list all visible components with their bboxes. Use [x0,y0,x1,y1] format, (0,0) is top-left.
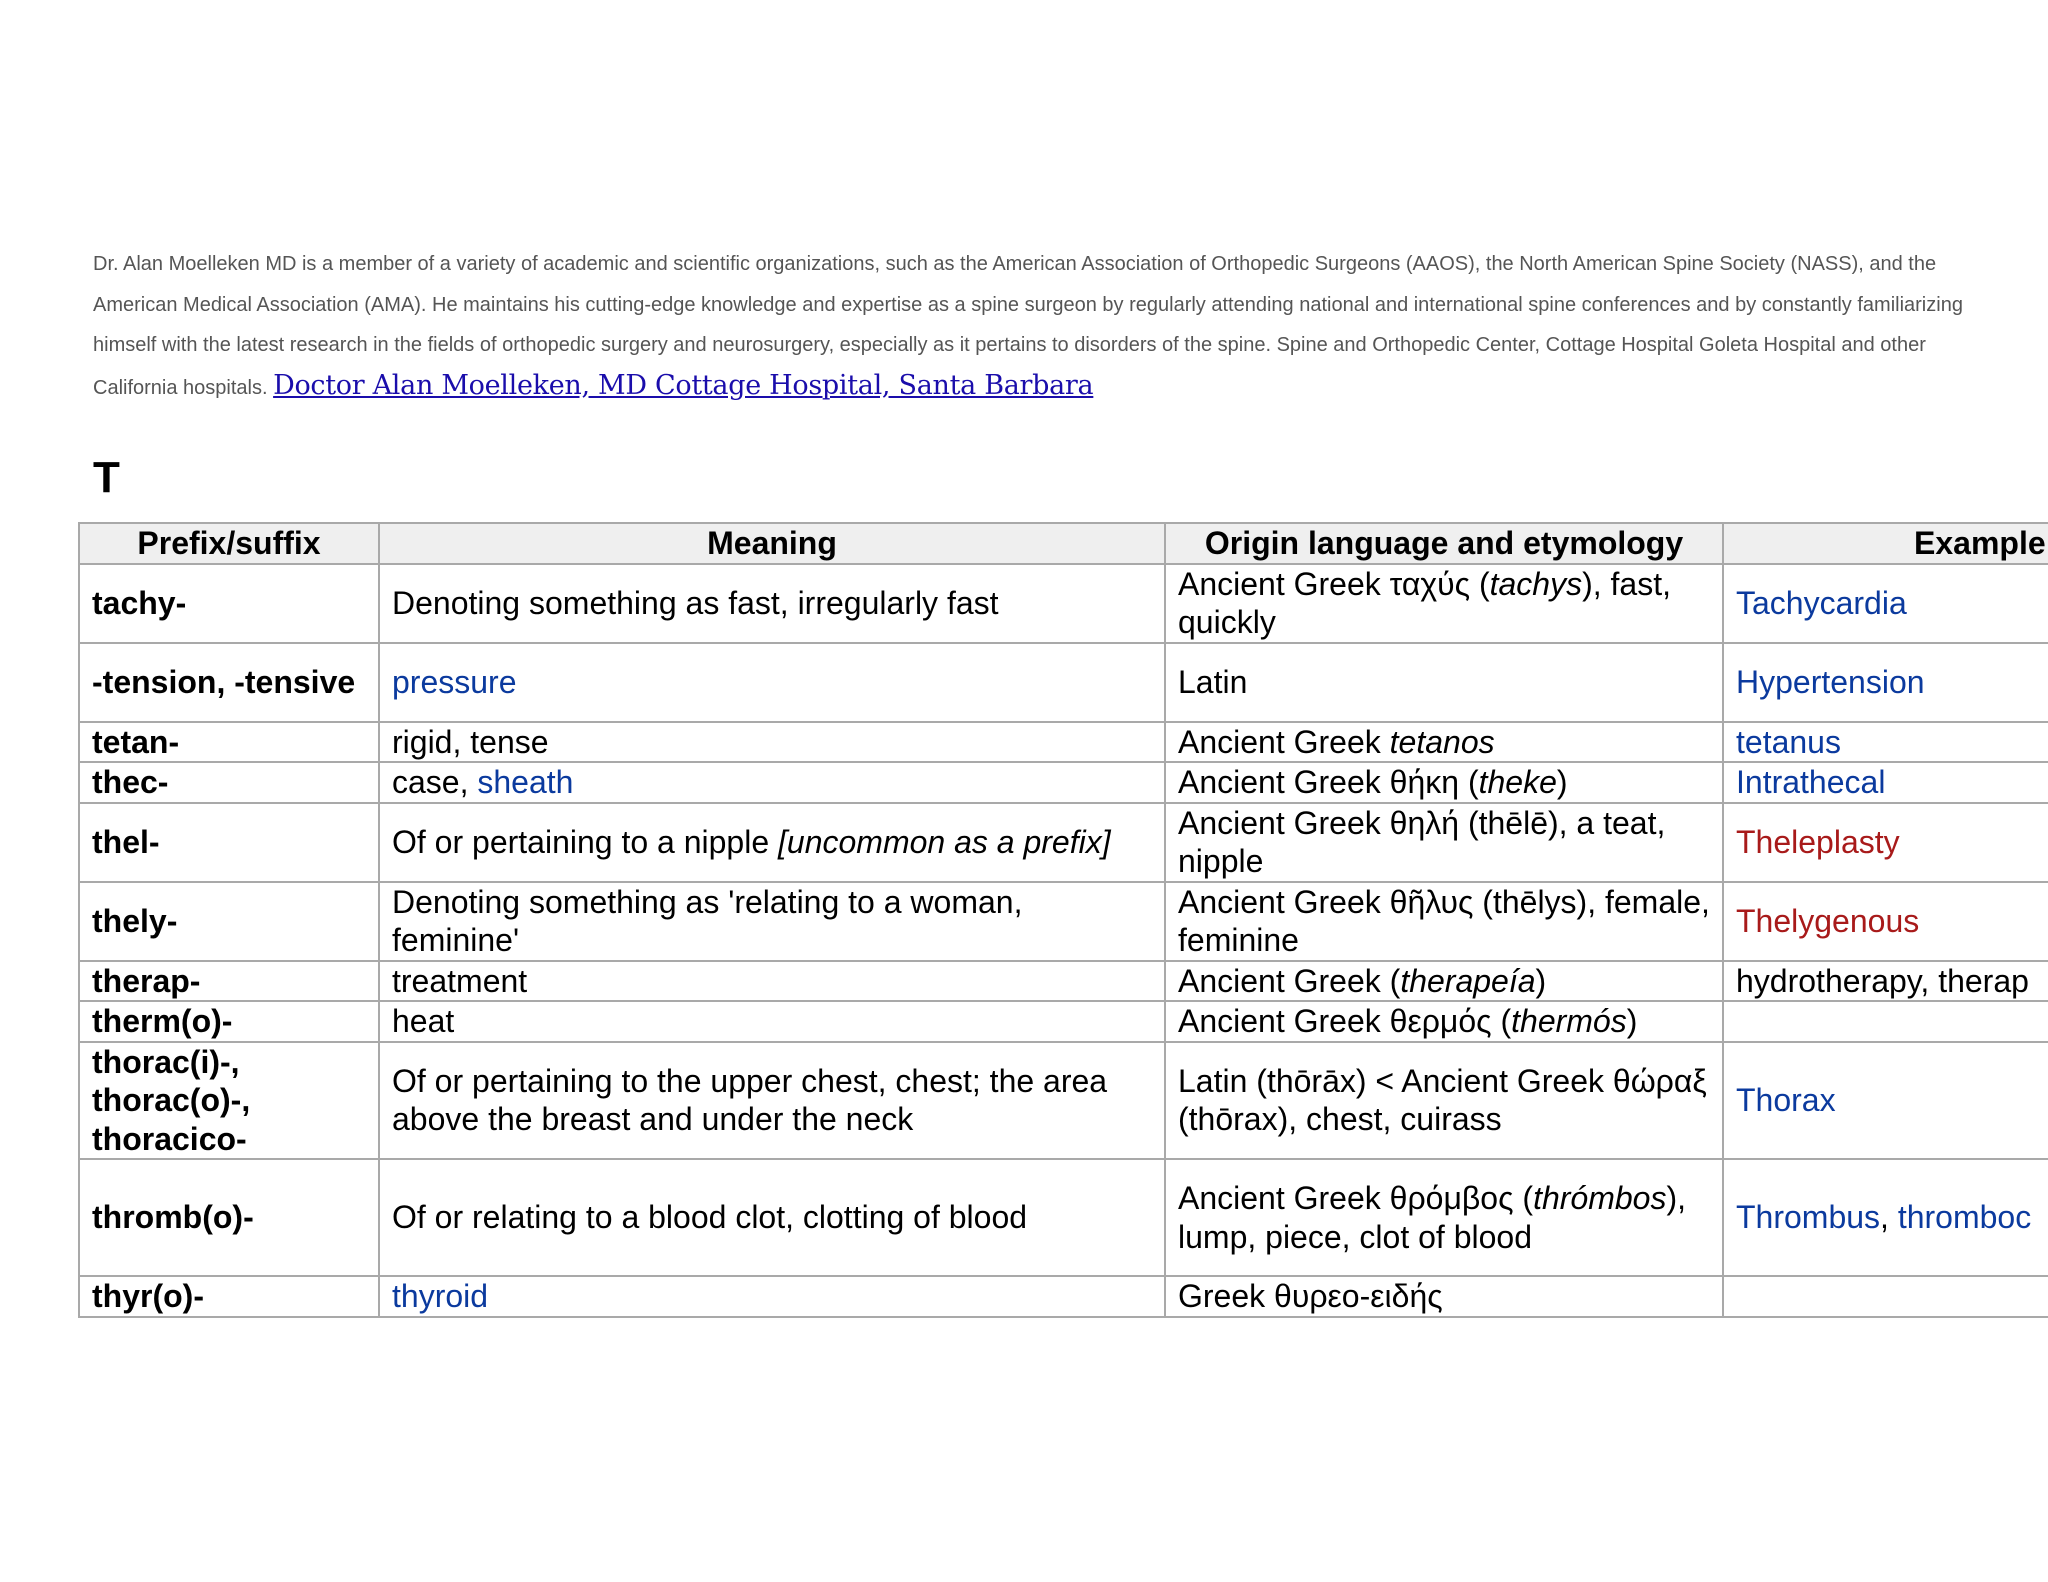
meaning-cell [379,643,1165,722]
example-cell [1723,1042,2048,1160]
example-cell [1723,564,2048,643]
doctor-profile-link[interactable]: Doctor Alan Moelleken, MD Cottage Hospital, Santa Barbara [273,369,1094,401]
example-cell [1723,1001,2048,1042]
origin-cell: Ancient Greek θῆλυς (thēlys), female, feminine [1165,882,1723,961]
origin-cell: Ancient Greek tetanos [1165,722,1723,763]
table-row [79,1042,2048,1160]
origin-cell: Ancient Greek (therapeía) [1165,961,1723,1002]
table-row [79,1276,2048,1317]
meaning-cell [379,1276,1165,1317]
origin-cell: Ancient Greek θήκη (theke) [1165,762,1723,803]
header-origin: Origin language and etymology [1165,523,1723,564]
example-link[interactable]: Tachycardia [1736,584,1907,621]
origin-cell: Ancient Greek ταχύς (tachys), fast, quickly [1165,564,1723,643]
example-cell [1723,882,2048,961]
example-link[interactable]: Thelygenous [1736,902,1920,939]
header-meaning: Meaning [379,523,1165,564]
meaning-link[interactable]: pressure [392,663,517,700]
example-cell: hydrotherapy, therap [1723,961,2048,1002]
meaning-cell: Of or relating to a blood clot, clotting of blood [379,1159,1165,1276]
example-link[interactable]: thromboc [1897,1199,2032,1236]
meaning-cell: treatment [379,961,1165,1002]
meaning-cell: Of or pertaining to a nipple [uncommon as a prefix] [379,803,1165,882]
table-row [79,643,2048,722]
prefix-cell: therm(o)- [79,1001,379,1042]
prefix-cell: -tension, -tensive [79,643,379,722]
example-cell [1723,643,2048,722]
header-example: Example [1723,523,2048,564]
example-link[interactable]: tetanus [1736,723,1841,760]
origin-cell: Ancient Greek θερμός (thermós) [1165,1001,1723,1042]
meaning-cell: Of or pertaining to the upper chest, chest; the area above the breast and under the neck [379,1042,1165,1160]
example-cell [1723,803,2048,882]
example-link[interactable]: Hypertension [1736,663,1925,700]
origin-cell: Latin (thōrāx) < Ancient Greek θώραξ (thōrax), chest, cuirass [1165,1042,1723,1160]
table-row [79,1001,2048,1042]
medical-prefix-table [78,522,2048,1318]
example-cell [1723,722,2048,763]
meaning-link[interactable]: sheath [477,764,574,800]
table-header-row [79,523,2048,564]
prefix-cell: thely- [79,882,379,961]
origin-cell: Ancient Greek θηλή (thēlē), a teat, nipple [1165,803,1723,882]
table-row [79,961,2048,1002]
meaning-cell: Denoting something as 'relating to a woman, feminine' [379,882,1165,961]
prefix-cell: thec- [79,762,379,803]
prefix-cell: therap- [79,961,379,1002]
table-row [79,722,2048,763]
example-cell [1723,1276,2048,1317]
table-row [79,803,2048,882]
example-link[interactable]: Thorax [1736,1082,1836,1118]
origin-cell: Ancient Greek θρόμβος (thrómbos), lump, piece, clot of blood [1165,1159,1723,1276]
prefix-cell: thorac(i)-, thorac(o)-, thoracico- [79,1042,379,1160]
origin-cell: Greek θυρεο-ειδής [1165,1276,1723,1317]
section-letter-heading: T [93,453,120,502]
table-row [79,564,2048,643]
table-row [79,762,2048,803]
example-link[interactable]: Thrombus [1736,1199,1881,1236]
table-row [79,882,2048,961]
prefix-cell: tachy- [79,564,379,643]
intro-text: Dr. Alan Moelleken MD is a member of a variety of academic and scientific organizations, such as the American Association of Orthopedic Surgeons (AAOS), the North American Spine Society (NASS), and the American Medical Association (AMA). He maintains his cutting-edge knowledge and expertise as a spine surgeon by regularly attending national and international spine conferences and by constantly familiarizing himself with the latest research in the fields of orthopedic surgery and neurosurgery, especially as it pertains to disorders of the spine. Spine and Orthopedic Center, Cottage Hospital Goleta Hospital and other California hospitals. [93,253,1963,399]
table-row [79,1159,2048,1276]
intro-paragraph [93,244,1993,408]
meaning-cell: Denoting something as fast, irregularly fast [379,564,1165,643]
origin-cell: Latin [1165,643,1723,722]
meaning-link[interactable]: thyroid [392,1278,489,1314]
meaning-cell: case, sheath [379,762,1165,803]
example-cell: Thrombus, thromboc [1723,1159,2048,1276]
example-link[interactable]: Intrathecal [1736,764,1886,800]
prefix-cell: thyr(o)- [79,1276,379,1317]
prefix-cell: thel- [79,803,379,882]
example-link[interactable]: Theleplasty [1736,823,1900,860]
prefix-cell: tetan- [79,722,379,763]
example-cell [1723,762,2048,803]
prefix-cell: thromb(o)- [79,1159,379,1276]
header-prefix: Prefix/suffix [79,523,379,564]
meaning-cell: heat [379,1001,1165,1042]
meaning-cell: rigid, tense [379,722,1165,763]
